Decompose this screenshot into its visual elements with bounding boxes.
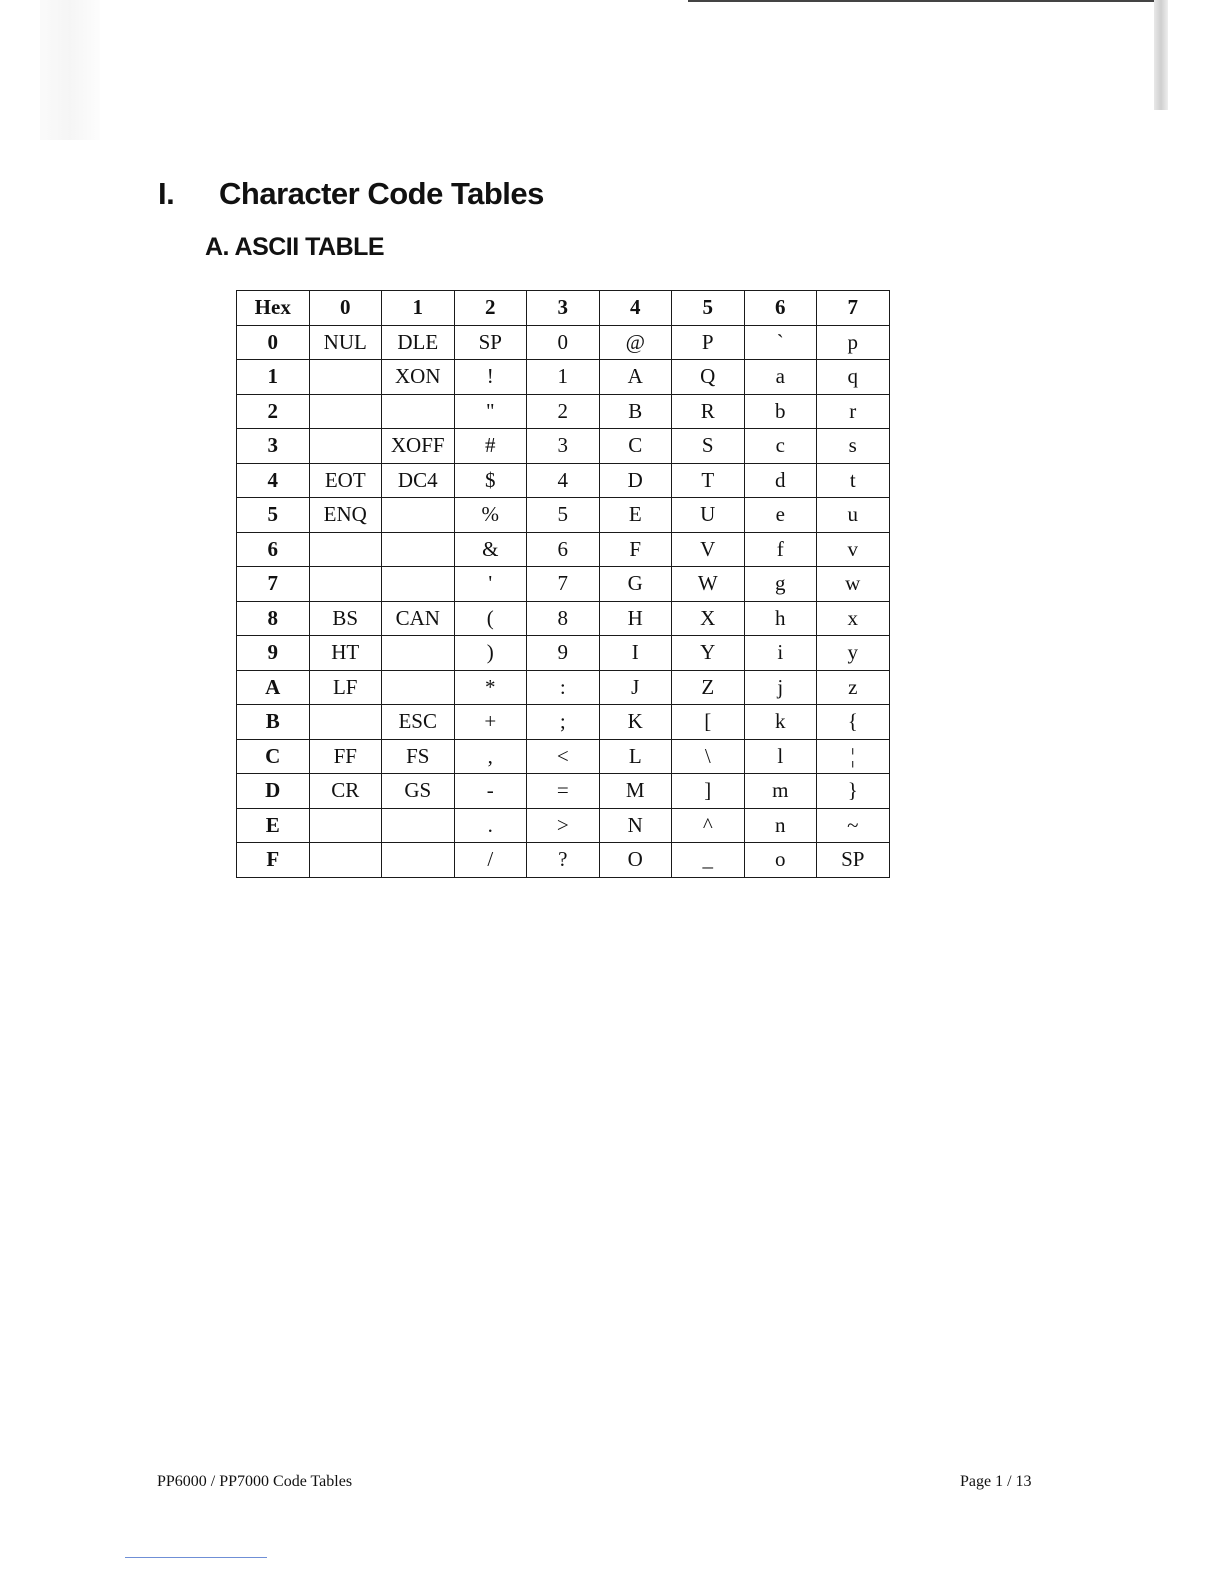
code-cell: f [744, 532, 817, 567]
code-cell: * [454, 670, 527, 705]
code-cell: ESC [382, 705, 455, 740]
row-hex-label: A [237, 670, 310, 705]
table-row [237, 636, 890, 671]
table-row [237, 394, 890, 429]
code-cell: H [599, 601, 672, 636]
code-cell: XOFF [382, 429, 455, 464]
code-cell: 0 [527, 325, 600, 360]
code-cell: M [599, 774, 672, 809]
code-cell [382, 394, 455, 429]
code-cell: p [817, 325, 890, 360]
code-cell: F [599, 532, 672, 567]
table-row [237, 498, 890, 533]
code-cell: : [527, 670, 600, 705]
code-cell: d [744, 463, 817, 498]
code-cell: ^ [672, 808, 745, 843]
row-hex-label: E [237, 808, 310, 843]
table-row [237, 325, 890, 360]
code-cell: SP [454, 325, 527, 360]
table-row [237, 843, 890, 878]
code-cell: 3 [527, 429, 600, 464]
table-row [237, 774, 890, 809]
code-cell: " [454, 394, 527, 429]
table-row [237, 360, 890, 395]
code-cell: ` [744, 325, 817, 360]
code-cell: & [454, 532, 527, 567]
code-cell: FF [309, 739, 382, 774]
code-cell [382, 670, 455, 705]
code-cell: w [817, 567, 890, 602]
code-cell: ( [454, 601, 527, 636]
row-hex-label: 7 [237, 567, 310, 602]
section-number: I. [158, 176, 175, 211]
bottom-rule [125, 1557, 267, 1558]
code-cell: m [744, 774, 817, 809]
code-cell [309, 429, 382, 464]
row-hex-label: 2 [237, 394, 310, 429]
code-cell: v [817, 532, 890, 567]
code-cell: 1 [527, 360, 600, 395]
code-cell: ' [454, 567, 527, 602]
code-cell: . [454, 808, 527, 843]
code-cell: ? [527, 843, 600, 878]
code-cell: K [599, 705, 672, 740]
code-cell: XON [382, 360, 455, 395]
code-cell: O [599, 843, 672, 878]
code-cell [382, 636, 455, 671]
code-cell: g [744, 567, 817, 602]
code-cell: @ [599, 325, 672, 360]
code-cell: DC4 [382, 463, 455, 498]
scan-edge-right [1154, 0, 1168, 110]
row-hex-label: 9 [237, 636, 310, 671]
footer-page-number: Page 1 / 13 [960, 1473, 1032, 1490]
code-cell: h [744, 601, 817, 636]
code-cell: n [744, 808, 817, 843]
code-cell: } [817, 774, 890, 809]
code-cell: N [599, 808, 672, 843]
table-row [237, 670, 890, 705]
code-cell [382, 843, 455, 878]
code-cell: z [817, 670, 890, 705]
header-cell: Hex [237, 291, 310, 326]
code-cell [309, 705, 382, 740]
code-cell: E [599, 498, 672, 533]
code-cell: o [744, 843, 817, 878]
code-cell [309, 394, 382, 429]
code-cell: Q [672, 360, 745, 395]
code-cell: S [672, 429, 745, 464]
code-cell: > [527, 808, 600, 843]
code-cell: 9 [527, 636, 600, 671]
code-cell: k [744, 705, 817, 740]
code-cell [382, 532, 455, 567]
code-cell: ~ [817, 808, 890, 843]
code-cell: { [817, 705, 890, 740]
row-hex-label: C [237, 739, 310, 774]
code-cell: s [817, 429, 890, 464]
code-cell: CAN [382, 601, 455, 636]
code-cell: c [744, 429, 817, 464]
table-row [237, 429, 890, 464]
code-cell: a [744, 360, 817, 395]
code-cell: = [527, 774, 600, 809]
code-cell [309, 360, 382, 395]
code-cell: t [817, 463, 890, 498]
code-cell [309, 567, 382, 602]
table-row [237, 601, 890, 636]
code-cell: EOT [309, 463, 382, 498]
row-hex-label: 1 [237, 360, 310, 395]
table-header-row [237, 291, 890, 326]
code-cell: SP [817, 843, 890, 878]
code-cell: j [744, 670, 817, 705]
code-cell [309, 843, 382, 878]
row-hex-label: 0 [237, 325, 310, 360]
code-cell: ] [672, 774, 745, 809]
row-hex-label: D [237, 774, 310, 809]
header-cell: 7 [817, 291, 890, 326]
footer-document-title: PP6000 / PP7000 Code Tables [157, 1473, 353, 1490]
header-cell: 0 [309, 291, 382, 326]
code-cell: - [454, 774, 527, 809]
code-cell: FS [382, 739, 455, 774]
table-row [237, 739, 890, 774]
code-cell [309, 532, 382, 567]
code-cell: NUL [309, 325, 382, 360]
code-cell: A [599, 360, 672, 395]
row-hex-label: B [237, 705, 310, 740]
header-cell: 2 [454, 291, 527, 326]
code-cell: T [672, 463, 745, 498]
code-cell: G [599, 567, 672, 602]
code-cell: ) [454, 636, 527, 671]
row-hex-label: 6 [237, 532, 310, 567]
code-cell: L [599, 739, 672, 774]
code-cell: Z [672, 670, 745, 705]
code-cell: 5 [527, 498, 600, 533]
code-cell: , [454, 739, 527, 774]
row-hex-label: 4 [237, 463, 310, 498]
code-cell: b [744, 394, 817, 429]
code-cell: i [744, 636, 817, 671]
code-cell: # [454, 429, 527, 464]
row-hex-label: 8 [237, 601, 310, 636]
scan-edge-top [688, 0, 1156, 2]
header-cell: 1 [382, 291, 455, 326]
code-cell: Y [672, 636, 745, 671]
code-cell: ; [527, 705, 600, 740]
code-cell [382, 567, 455, 602]
code-cell: DLE [382, 325, 455, 360]
code-cell [382, 498, 455, 533]
subsection-heading: A. ASCII TABLE [205, 233, 385, 261]
code-cell: 7 [527, 567, 600, 602]
code-cell: 8 [527, 601, 600, 636]
code-cell: ! [454, 360, 527, 395]
section-heading [158, 176, 544, 212]
row-hex-label: 3 [237, 429, 310, 464]
code-cell [309, 808, 382, 843]
row-hex-label: 5 [237, 498, 310, 533]
code-cell: BS [309, 601, 382, 636]
code-cell: D [599, 463, 672, 498]
code-cell [382, 808, 455, 843]
code-cell: 2 [527, 394, 600, 429]
scan-smudge [40, 0, 100, 140]
code-cell: 6 [527, 532, 600, 567]
code-cell: HT [309, 636, 382, 671]
code-cell: C [599, 429, 672, 464]
header-cell: 4 [599, 291, 672, 326]
code-cell: GS [382, 774, 455, 809]
ascii-table [236, 290, 890, 878]
code-cell: B [599, 394, 672, 429]
code-cell: < [527, 739, 600, 774]
code-cell: CR [309, 774, 382, 809]
header-cell: 5 [672, 291, 745, 326]
code-cell: LF [309, 670, 382, 705]
code-cell: u [817, 498, 890, 533]
code-cell: X [672, 601, 745, 636]
code-cell: y [817, 636, 890, 671]
section-title: Character Code Tables [219, 176, 544, 211]
code-cell: e [744, 498, 817, 533]
code-cell: r [817, 394, 890, 429]
code-cell: x [817, 601, 890, 636]
header-cell: 6 [744, 291, 817, 326]
header-cell: 3 [527, 291, 600, 326]
code-cell: ¦ [817, 739, 890, 774]
code-cell: q [817, 360, 890, 395]
code-cell: 4 [527, 463, 600, 498]
code-cell: $ [454, 463, 527, 498]
code-cell: l [744, 739, 817, 774]
code-cell: _ [672, 843, 745, 878]
code-cell: \ [672, 739, 745, 774]
table-row [237, 705, 890, 740]
code-cell: V [672, 532, 745, 567]
code-cell: W [672, 567, 745, 602]
code-cell: J [599, 670, 672, 705]
table-row [237, 567, 890, 602]
code-cell: R [672, 394, 745, 429]
table-row [237, 463, 890, 498]
table-row [237, 532, 890, 567]
code-cell: P [672, 325, 745, 360]
code-cell: [ [672, 705, 745, 740]
code-cell: + [454, 705, 527, 740]
code-cell: / [454, 843, 527, 878]
code-cell: U [672, 498, 745, 533]
table-row [237, 808, 890, 843]
code-cell: I [599, 636, 672, 671]
row-hex-label: F [237, 843, 310, 878]
code-cell: ENQ [309, 498, 382, 533]
table-body [237, 325, 890, 877]
code-cell: % [454, 498, 527, 533]
